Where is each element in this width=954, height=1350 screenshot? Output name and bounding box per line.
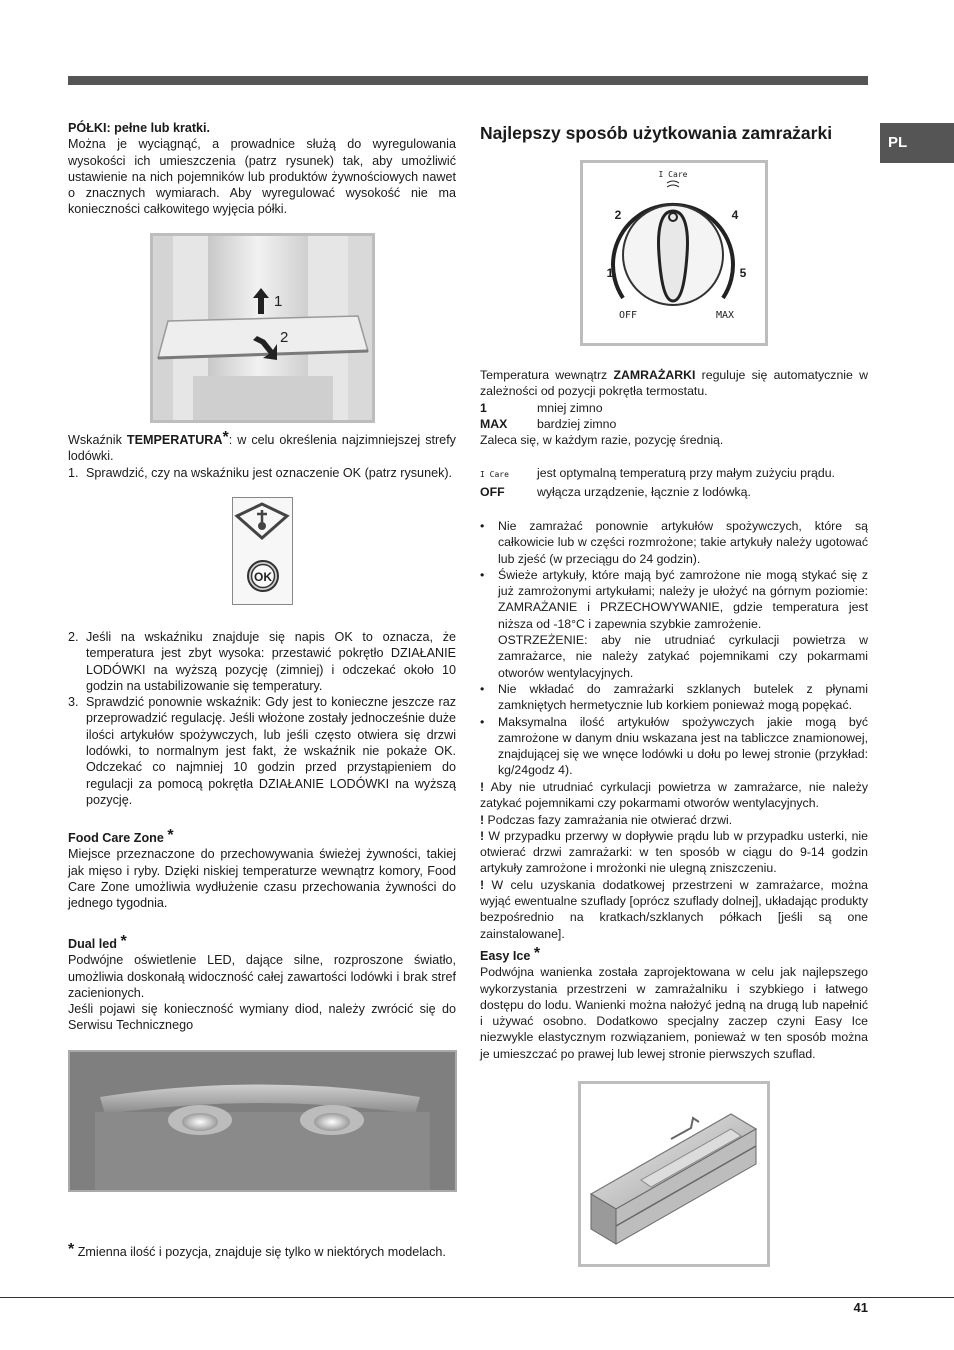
temperature-indicator — [232, 497, 293, 605]
easy-ice-section — [480, 946, 868, 1062]
shelf-figure — [150, 233, 375, 423]
easy-ice-figure — [578, 1081, 770, 1267]
bullet-2-warning: OSTRZEŻENIE: aby nie utrudniać cyrkulacji powietrza w zamrażarce, nie należy zatykać pojemnikami czy pokarmami otworów wentylacyjnych. — [498, 633, 868, 680]
bullet-2: • Świeże artykuły, które mają być zamrożone nie mogą stykać się z już zamrożonymi artykułami; należy je ułożyć na górnym poziomie: ZAMRAŻANIE i PRZECHOWYWANIE, gdzie temperatura jest niższa od -18°C i zapewnia szybkie zamrożenie. OSTRZEŻENIE: aby nie utrudniać cyrkulacji powietrza w zamrażarce, nie należy zatykać pojemnikami czy pokarmami otworów wentylacyjnych. — [480, 567, 868, 680]
advice-text: Zaleca się, w każdym razie, pozycję średnią. — [480, 433, 724, 448]
bullet-3: • Nie wkładać do zamrażarki szklanych butelek z płynami zamkniętych hermetycznie lub korkiem ponieważ mogą popękać. — [480, 681, 868, 713]
shelves-title: PÓŁKI: pełne lub kratki. — [68, 121, 211, 135]
row-1: 1 mniej zimno — [480, 400, 603, 415]
thermostat-dial-figure — [580, 160, 768, 346]
food-care-section — [68, 828, 456, 911]
easy-ice-title: Easy Ice * — [480, 945, 541, 963]
step-1: 1. Sprawdzić, czy na wskaźniku jest oznaczenie OK (patrz rysunek). — [68, 465, 453, 480]
thermostat-dial — [583, 163, 765, 343]
dial-icare-label: I Care — [658, 170, 688, 179]
shelf-label-1: 1 — [274, 293, 283, 310]
thermometer-icon — [233, 498, 292, 604]
warning-4: ! W celu uzyskania dodatkowej przestrzeni w zamrażarce, można wyjąć ewentualne szuflady [oprócz szuflady dolnej], układając produkty bezpośrednio na kratkach/szklanych półkach [jeśli są one zainstalowane]. — [480, 877, 868, 941]
shelf-label-2: 2 — [280, 329, 289, 346]
steps-list-b — [68, 629, 456, 808]
thermostat-section — [480, 367, 868, 500]
led-illustration — [70, 1052, 455, 1190]
warning-2: ! Podczas fazy zamrażania nie otwierać drzwi. — [480, 812, 733, 827]
led-figure — [68, 1050, 457, 1192]
bullet-1: • Nie zamrażać ponownie artykułów spożywczych, które są całkowicie lub w części rozmrożone; takie artykuły należy ugotować lub zjeść (w przeciągu do 24 godzin). — [480, 519, 868, 566]
ice-tray-illustration — [581, 1084, 767, 1264]
footnote: * Zmienna ilość i pozycja, znajduje się tylko w niektórych modelach. — [68, 1241, 446, 1259]
dual-led-section — [68, 934, 456, 1034]
row-off: OFF wyłącza urządzenie, łącznie z lodówką. — [480, 484, 751, 499]
shelves-text: Można je wyciągnąć, a prowadnice służą do wyregulowania wysokości ich umieszczenia (patrz rysunek) tak, aby umożliwić ustawienie na nich pojemników lub produktów żywnościowych nawet o znacznych wymiarach. Aby wyregulować wysokość nie ma konieczności całkowitego wyjęcia półki. — [68, 137, 456, 217]
easy-ice-text: Podwójna wanienka została zaprojektowana w celu jak najlepszego wykorzystania przestrzeni w zamrażalniku i szybkiego i łatwego dostępu do lodu. Wanienki można nałożyć jedną na drugą lub napełnić i używać osobno. Dodatkowo specjalny zaczep czyni Easy Ice niezwykle elastycznym rozwiązaniem, ponieważ w ten sposób można je umieszczać po prawej lub lewej stronie pierwszych szuflad. — [480, 965, 868, 1061]
page-number: 41 — [853, 1300, 868, 1315]
top-rule — [68, 76, 868, 85]
bullet-list — [480, 518, 868, 779]
food-care-text: Miejsce przeznaczone do przechowywania świeżej żywności, takiej jak mięso i ryby. Dzięki niskiej temperaturze wewnątrz komory, Food Care Zone umożliwia wydłużenie czasu przechowania żywności do jednego tygodnia. — [68, 847, 456, 911]
row-max: MAX bardziej zimno — [480, 416, 617, 431]
bullet-4: • Maksymalna ilość artykułów spożywczych jakie mogą być zamrożone w danym dniu wskazana jest na tabliczce znamionowej, znajdującej się we wnęce lodówki u dołu po lewej stronie (przykład: kg/24godz 4). — [480, 714, 868, 778]
food-care-title: Food Care Zone * — [68, 827, 174, 845]
row-icare: I Care jest optymalną temperaturą przy małym zużyciu prądu. — [480, 466, 835, 481]
dual-led-text-2: Jeśli pojawi się konieczność wymiany diod, należy zwrócić się do Serwisu Technicznego — [68, 1002, 456, 1033]
indicator-text: Wskaźnik TEMPERATURA*: w celu określenia najzimniejszej strefy lodówki. — [68, 429, 456, 464]
dual-led-title: Dual led * — [68, 933, 127, 951]
dial-n1: 1 — [606, 266, 614, 280]
dial-n5: 5 — [739, 266, 747, 280]
left-column — [68, 120, 456, 218]
shelf-illustration — [153, 236, 372, 420]
ok-label: OK — [254, 570, 272, 584]
right-column-head — [480, 120, 868, 144]
warning-1: ! Aby nie utrudniać cyrkulacji powietrza w zamrażarce, nie należy zatykać pojemnikami czy pokarmami otworów wentylacyjnych. — [480, 780, 868, 811]
icare-icon: I Care — [480, 470, 509, 480]
step-2: 2. Jeśli na wskaźniku znajduje się napis OK to oznacza, że temperatura jest zbyt wysoka: przestawić pokrętło DZIAŁANIE LODÓWKI na wyższą pozycję (zimniej) i odczekać około 10 godzin na ustabilizowanie się temperatury. — [68, 630, 456, 693]
freezer-heading: Najlepszy sposób użytkowania zamrażarki — [480, 123, 833, 143]
steps-list-a — [68, 465, 456, 481]
warnings-section — [480, 779, 868, 942]
step-3: 3. Sprawdzić ponownie wskaźnik: Gdy jest to konieczne jeszcze raz przeprowadzić regulację. Jeśli włożone zostały jednocześnie duże ilości artykułów spożywczych, lub jeśli często otwiera się drzwi lodówki, to normalnym jest fakt, że wskaźnik nie pokaże OK. Odczekać co najmniej 10 godzin przed przystąpieniem do regulacji za pomocą pokrętła DZIAŁANIE LODÓWKI na wyższą pozycję. — [68, 695, 456, 807]
steps-section — [68, 629, 456, 808]
dial-n4: 4 — [731, 208, 739, 222]
language-tab: PL — [880, 123, 954, 163]
dual-led-text-1: Podwójne oświetlenie LED, dające silne, rozproszone światło, umożliwia doskonałą widoczność całej zawartości lodówki i brak stref zacienionych. — [68, 953, 456, 1000]
dial-n2: 2 — [614, 208, 622, 222]
temp-text: Temperatura wewnątrz ZAMRAŻARKI reguluje się automatycznie w zależności od pozycji pokrętła termostatu. — [480, 368, 868, 399]
warning-3: ! W przypadku przerwy w dopływie prądu lub w przypadku usterki, nie otwierać drzwi zamrażarki: w ten sposób w ciągu do 9-14 godzin artykuły zamrożone i mrożonki nie ulegną zniszczeniu. — [480, 828, 868, 876]
indicator-section — [68, 430, 456, 481]
dial-off: OFF — [618, 310, 638, 321]
bottom-rule — [0, 1297, 954, 1298]
freezer-bullets — [480, 518, 868, 779]
dial-max: MAX — [715, 310, 735, 321]
